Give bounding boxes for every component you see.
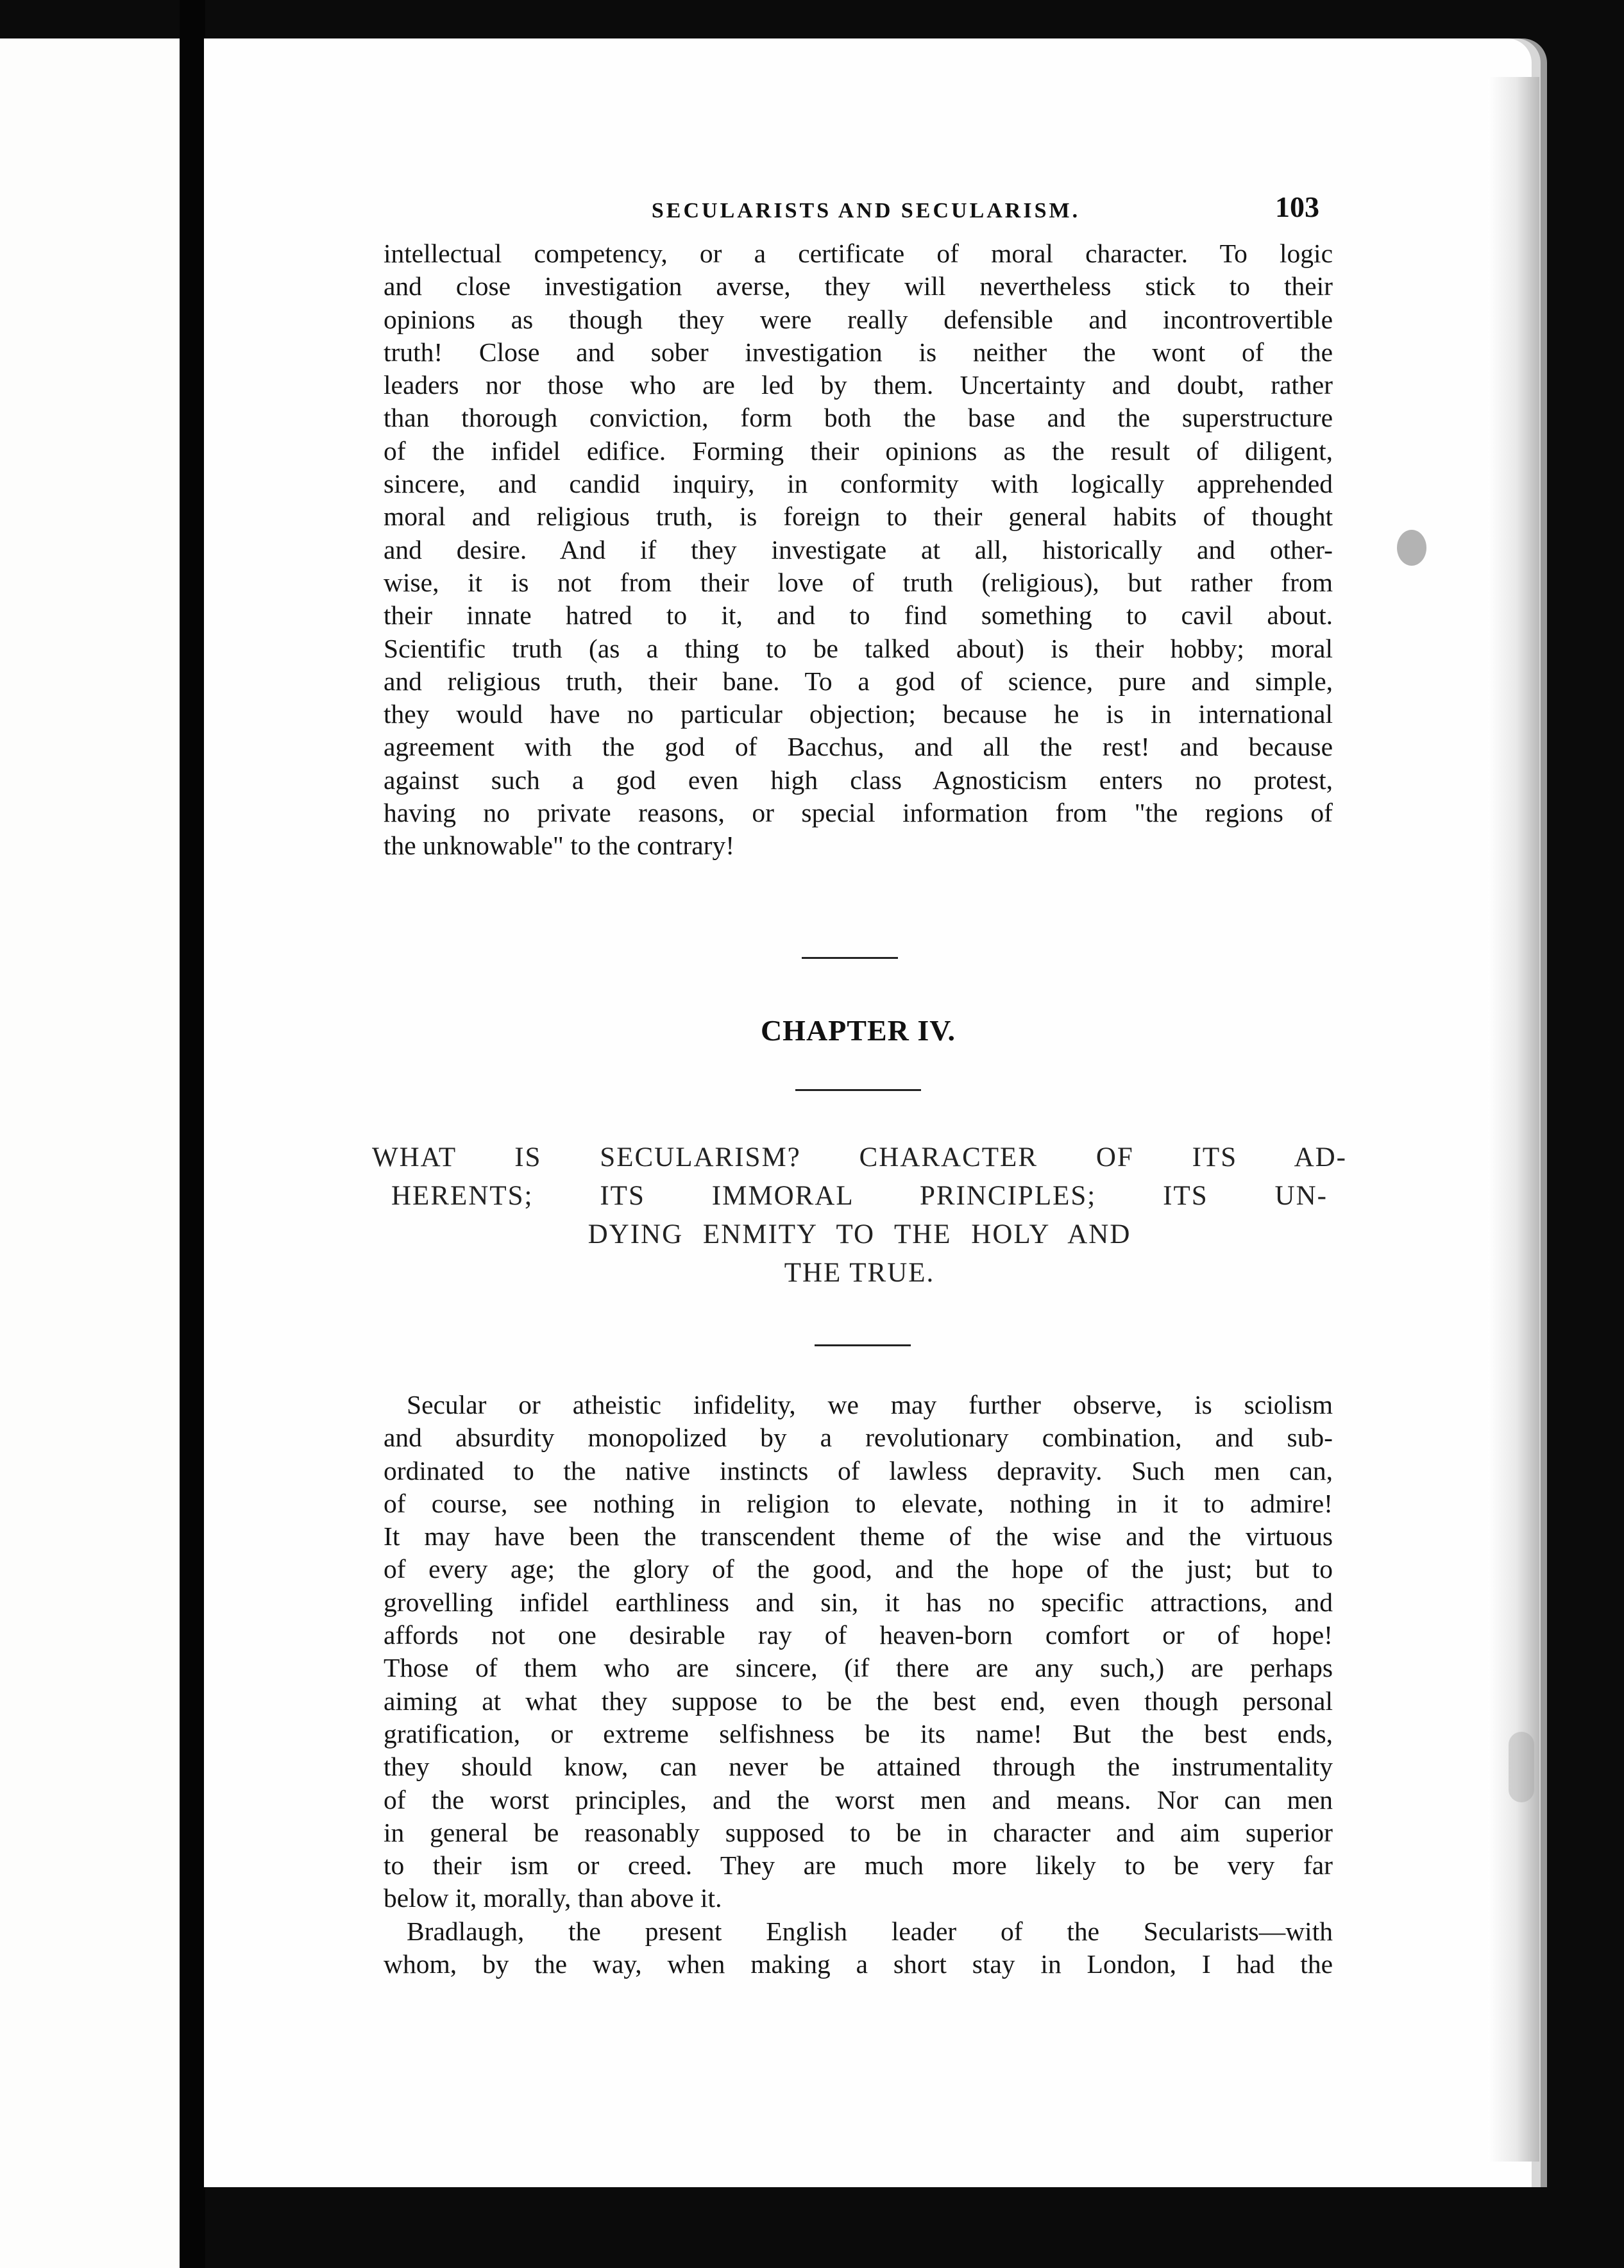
chapter-title-line: HERENTS; ITS IMMORAL PRINCIPLES; ITS UN-: [391, 1181, 1328, 1211]
text-line: against such a god even high class Agnosticism enters no protest,: [384, 765, 1333, 795]
text-line: whom, by the way, when making a short stay in London, I had the: [384, 1949, 1333, 1979]
text-line: below it, morally, than above it.: [384, 1883, 722, 1913]
text-line: leaders nor those who are led by them. Uncertainty and doubt, rather: [384, 370, 1333, 400]
text-line: of course, see nothing in religion to elevate, nothing in it to admire!: [384, 1488, 1333, 1518]
text-line: having no private reasons, or special information from "the regions of: [384, 798, 1333, 828]
chapter-title-line: DYING ENMITY TO THE HOLY AND: [588, 1219, 1131, 1249]
facing-page-edge: [0, 38, 180, 2268]
text-line: wise, it is not from their love of truth (religious), but rather from: [384, 567, 1333, 597]
book-gutter: [180, 0, 205, 2268]
paper-blemish: [1397, 530, 1426, 566]
text-line: Secular or atheistic infidelity, we may further observe, is sciolism: [407, 1390, 1333, 1419]
section-rule: [815, 1344, 911, 1346]
page-number: 103: [1275, 190, 1319, 223]
text-line: Bradlaugh, the present English leader of the Secularists—with: [407, 1916, 1333, 1946]
text-line: and religious truth, their bane. To a god of science, pure and simple,: [384, 666, 1333, 696]
text-line: to their ism or creed. They are much more likely to be very far: [384, 1850, 1333, 1881]
text-line: Those of them who are sincere, (if there are any such,) are perhaps: [384, 1653, 1333, 1683]
text-line: of every age; the glory of the good, and the hope of the just; but to: [384, 1554, 1333, 1584]
text-line: their innate hatred to it, and to find something to cavil about.: [384, 600, 1333, 630]
text-line: and desire. And if they investigate at all, historically and other-: [384, 534, 1333, 564]
text-line: intellectual competency, or a certificate of moral character. To logic: [384, 239, 1333, 268]
chapter-heading: CHAPTER IV.: [760, 1014, 956, 1047]
text-line: they would have no particular objection; because he is in international: [384, 699, 1333, 729]
body-paragraph-1: [384, 1389, 1333, 1981]
text-line: truth! Close and sober investigation is neither the wont of the: [384, 337, 1333, 367]
text-line: agreement with the god of Bacchus, and all the rest! and because: [384, 732, 1333, 762]
page-edge-shadow: [1488, 77, 1539, 2162]
text-line: moral and religious truth, is foreign to their general habits of thought: [384, 502, 1333, 532]
chapter-title: [372, 1138, 1347, 1292]
text-line: It may have been the transcendent theme of the wise and the virtuous: [384, 1521, 1333, 1552]
top-paragraph: [384, 237, 1333, 863]
section-rule: [795, 1089, 921, 1091]
text-line: gratification, or extreme selfishness be its name! But the best ends,: [384, 1718, 1333, 1748]
section-rule: [802, 957, 898, 959]
text-line: of the infidel edifice. Forming their opinions as the result of diligent,: [384, 436, 1333, 466]
text-line: aiming at what they suppose to be the best end, even though personal: [384, 1686, 1333, 1716]
running-head: SECULARISTS AND SECULARISM.: [651, 199, 1081, 223]
text-line: and close investigation averse, they will nevertheless stick to their: [384, 271, 1333, 301]
text-line: they should know, can never be attained through the instrumentality: [384, 1752, 1333, 1782]
text-line: grovelling infidel earthliness and sin, it has no specific attractions, and: [384, 1587, 1333, 1617]
text-line: ordinated to the native instincts of lawless depravity. Such men can,: [384, 1455, 1333, 1485]
chapter-title-line: THE TRUE.: [784, 1258, 935, 1288]
chapter-title-line: WHAT IS SECULARISM? CHARACTER OF ITS AD-: [372, 1142, 1347, 1172]
text-line: opinions as though they were really defensible and incontrovertible: [384, 304, 1333, 334]
text-line: affords not one desirable ray of heaven-born comfort or of hope!: [384, 1620, 1333, 1650]
text-line: sincere, and candid inquiry, in conformity with logically apprehended: [384, 469, 1333, 499]
text-line: in general be reasonably supposed to be in character and aim superior: [384, 1817, 1333, 1847]
paper-blemish: [1509, 1732, 1534, 1802]
text-line: Scientific truth (as a thing to be talked about) is their hobby; moral: [384, 633, 1333, 663]
text-line: the unknowable" to the contrary!: [384, 831, 735, 861]
text-line: than thorough conviction, form both the base and the superstructure: [384, 403, 1333, 433]
text-line: and absurdity monopolized by a revolutionary combination, and sub-: [384, 1423, 1333, 1453]
text-line: of the worst principles, and the worst men and means. Nor can men: [384, 1784, 1333, 1815]
